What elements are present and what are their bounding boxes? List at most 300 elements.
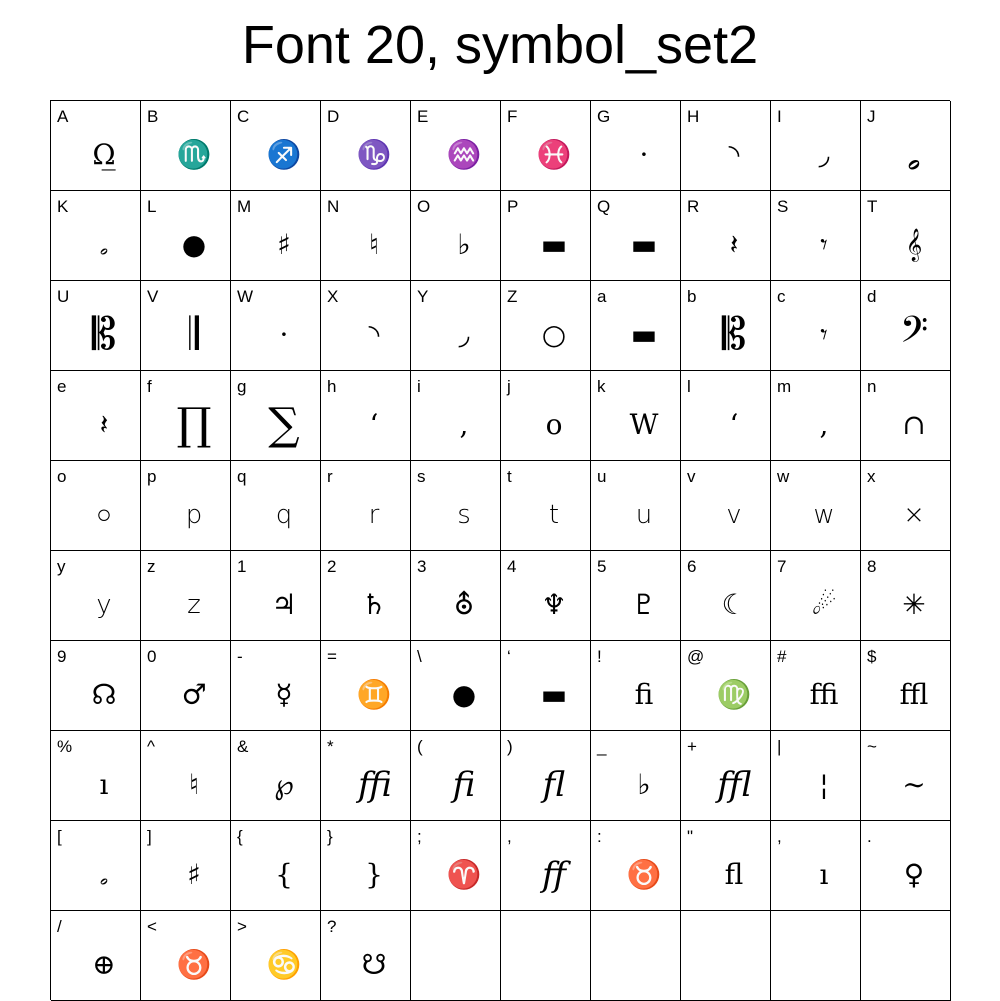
glyph-symbol — [701, 933, 767, 997]
glyph-cell — [51, 191, 141, 281]
glyph-key-label: k — [597, 377, 606, 396]
glyph-row — [51, 911, 951, 1001]
glyph-key-label: p — [147, 467, 157, 486]
glyph-symbol: 𝄂 — [189, 309, 199, 360]
glyph-symbol: ∩ — [902, 408, 926, 441]
glyph-cell — [591, 101, 681, 191]
glyph-symbol: ♋ — [266, 948, 302, 981]
glyph-key-label: ^ — [147, 737, 155, 756]
glyph-cell — [411, 281, 501, 371]
glyph-symbol: ∏ — [176, 399, 212, 450]
glyph-cell — [591, 191, 681, 281]
glyph-key-label: z — [147, 557, 156, 576]
glyph-symbol: ◝ — [728, 138, 740, 171]
glyph-symbol: ♑ — [356, 138, 392, 171]
glyph-symbol: u — [635, 500, 653, 530]
glyph-symbol: ﬀ — [541, 855, 567, 895]
glyph-symbol: r — [368, 500, 380, 530]
glyph-key-label: j — [507, 377, 511, 396]
glyph-key-label: n — [867, 377, 877, 396]
glyph-key-label: + — [687, 737, 697, 756]
glyph-key-label: ] — [147, 827, 152, 846]
page-title: Font 20, symbol_set2 — [241, 15, 759, 75]
glyph-cell — [861, 551, 951, 641]
glyph-symbol: ♃ — [271, 588, 297, 621]
glyph-cell — [231, 911, 321, 1001]
glyph-row — [51, 551, 951, 641]
glyph-key-label: 8 — [867, 557, 877, 576]
glyph-symbol: ♏ — [176, 138, 212, 171]
glyph-cell — [51, 551, 141, 641]
glyph-key-label: P — [507, 197, 519, 216]
glyph-key-label: F — [507, 107, 518, 126]
glyph-cell — [501, 641, 591, 731]
glyph-key-label: E — [417, 107, 429, 126]
glyph-symbol: ﬃ — [357, 765, 390, 805]
glyph-symbol: ♀ — [903, 858, 925, 891]
glyph-symbol — [881, 933, 947, 997]
glyph-row — [51, 641, 951, 731]
glyph-cell — [681, 281, 771, 371]
glyph-symbol: 𝅗 — [907, 129, 921, 180]
glyph-cell — [51, 461, 141, 551]
glyph-symbol: ‘ — [729, 408, 739, 441]
glyph-row — [51, 281, 951, 371]
glyph-cell — [771, 731, 861, 821]
glyph-symbol: ♯ — [277, 228, 291, 261]
glyph-symbol: ⛢ — [453, 588, 475, 621]
glyph-cell — [771, 821, 861, 911]
glyph-key-label: 2 — [327, 557, 337, 576]
glyph-cell — [591, 641, 681, 731]
glyph-key-label: / — [57, 917, 62, 936]
glyph-cell — [321, 821, 411, 911]
glyph-symbol: ♆ — [541, 588, 567, 621]
glyph-key-label: X — [327, 287, 339, 306]
glyph-cell — [141, 101, 231, 191]
glyph-cell — [141, 191, 231, 281]
glyph-symbol: w — [813, 500, 835, 530]
glyph-key-label: ? — [327, 917, 337, 936]
glyph-symbol: ♐ — [266, 138, 302, 171]
glyph-key-label: g — [237, 377, 247, 396]
glyph-row — [51, 101, 951, 191]
glyph-cell — [321, 551, 411, 641]
glyph-symbol: ﬃ — [809, 678, 839, 711]
glyph-cell — [861, 821, 951, 911]
glyph-key-label: J — [867, 107, 876, 126]
glyph-key-label: 3 — [417, 557, 427, 576]
glyph-symbol: ♇ — [631, 588, 657, 621]
glyph-key-label: f — [147, 377, 152, 396]
glyph-symbol: ﬁ — [634, 678, 654, 711]
glyph-key-label: & — [237, 737, 249, 756]
glyph-cell — [861, 461, 951, 551]
glyph-key-label: 1 — [237, 557, 247, 576]
glyph-cell — [141, 731, 231, 821]
glyph-key-label: Y — [417, 287, 429, 306]
glyph-cell — [501, 281, 591, 371]
glyph-symbol: 𝄽 — [99, 408, 109, 441]
glyph-symbol: , — [819, 408, 829, 441]
glyph-cell — [321, 191, 411, 281]
glyph-key-label: W — [237, 287, 254, 306]
glyph-key-label: Q — [597, 197, 611, 216]
glyph-symbol: } — [365, 858, 383, 891]
glyph-cell — [501, 551, 591, 641]
glyph-cell — [771, 281, 861, 371]
glyph-symbol: ☄ — [811, 588, 837, 621]
glyph-cell — [231, 101, 321, 191]
glyph-symbol: ☋ — [361, 948, 387, 981]
glyph-cell — [51, 281, 141, 371]
glyph-cell — [591, 911, 681, 1001]
glyph-cell — [861, 911, 951, 1001]
glyph-key-label: % — [57, 737, 73, 756]
glyph-cell — [231, 461, 321, 551]
glyph-cell — [141, 641, 231, 731]
glyph-cell — [231, 551, 321, 641]
glyph-symbol — [791, 933, 857, 997]
glyph-key-label: < — [147, 917, 157, 936]
glyph-cell — [591, 731, 681, 821]
glyph-cell — [591, 281, 681, 371]
glyph-key-label: u — [597, 467, 607, 486]
glyph-symbol: ♒ — [446, 138, 482, 171]
glyph-symbol: v — [726, 500, 742, 530]
glyph-cell — [231, 191, 321, 281]
glyph-key-label: D — [327, 107, 340, 126]
glyph-cell — [591, 371, 681, 461]
glyph-symbol: ✳ — [902, 588, 926, 621]
glyph-symbol: , — [459, 408, 469, 441]
glyph-symbol: 𝄡 — [721, 309, 747, 360]
glyph-key-label: O — [417, 197, 431, 216]
glyph-cell — [681, 641, 771, 731]
glyph-key-label: s — [417, 467, 426, 486]
glyph-cell — [591, 821, 681, 911]
glyph-cell — [681, 911, 771, 1001]
glyph-cell — [141, 461, 231, 551]
glyph-key-label: ; — [417, 827, 422, 846]
glyph-cell — [411, 101, 501, 191]
glyph-cell — [771, 191, 861, 281]
glyph-cell — [591, 551, 681, 641]
glyph-symbol: · — [639, 138, 649, 171]
glyph-cell — [861, 371, 951, 461]
glyph-key-label: 6 — [687, 557, 697, 576]
glyph-cell — [321, 461, 411, 551]
glyph-symbol: ▬ — [630, 228, 658, 261]
glyph-symbol: 𝄾 — [820, 318, 828, 351]
glyph-key-label: 5 — [597, 557, 607, 576]
glyph-cell — [231, 641, 321, 731]
glyph-cell — [411, 191, 501, 281]
glyph-cell — [321, 371, 411, 461]
glyph-symbol: y — [96, 590, 112, 620]
glyph-symbol: ▬ — [540, 678, 568, 711]
glyph-cell — [321, 281, 411, 371]
glyph-symbol: ♭ — [457, 228, 471, 261]
glyph-key-label: L — [147, 197, 157, 216]
glyph-key-label: U — [57, 287, 70, 306]
glyph-cell — [681, 191, 771, 281]
glyph-key-label: 9 — [57, 647, 67, 666]
glyph-key-label: | — [777, 737, 782, 756]
glyph-row — [51, 371, 951, 461]
glyph-symbol: ♄ — [361, 588, 387, 621]
glyph-key-label: c — [777, 287, 786, 306]
glyph-cell — [771, 551, 861, 641]
glyph-symbol: ı — [99, 768, 109, 801]
glyph-symbol: 𝅗 — [99, 228, 109, 261]
glyph-key-label: G — [597, 107, 611, 126]
glyph-symbol: ♯ — [187, 858, 201, 891]
glyph-key-label: ! — [597, 647, 602, 666]
glyph-key-label: I — [777, 107, 782, 126]
glyph-cell — [501, 821, 591, 911]
glyph-symbol: ♭ — [637, 768, 651, 801]
glyph-key-label: v — [687, 467, 696, 486]
glyph-symbol: o — [545, 408, 563, 441]
glyph-key-label: h — [327, 377, 337, 396]
glyph-symbol: ♈ — [446, 858, 482, 891]
glyph-symbol: ﬄ — [717, 765, 751, 805]
glyph-symbol: ♊ — [356, 678, 392, 711]
glyph-symbol: ﬂ — [724, 858, 744, 891]
glyph-key-label: t — [507, 467, 512, 486]
glyph-symbol — [521, 933, 587, 997]
glyph-key-label: Z — [507, 287, 518, 306]
glyph-cell — [861, 641, 951, 731]
glyph-cell — [141, 551, 231, 641]
glyph-symbol: s — [457, 500, 471, 530]
glyph-symbol: ♮ — [188, 768, 199, 801]
glyph-key-label: . — [867, 827, 872, 846]
glyph-table — [50, 100, 950, 1000]
glyph-key-label: ‘ — [507, 647, 511, 666]
glyph-symbol: ♉ — [176, 948, 212, 981]
glyph-key-label: _ — [597, 737, 607, 756]
glyph-row — [51, 461, 951, 551]
glyph-key-label: " — [687, 827, 694, 846]
glyph-cell — [591, 461, 681, 551]
glyph-symbol: ♓ — [536, 138, 572, 171]
glyph-symbol: z — [187, 590, 201, 620]
glyph-key-label: K — [57, 197, 69, 216]
glyph-symbol: 𝄾 — [820, 228, 828, 261]
glyph-symbol: ♍ — [716, 678, 752, 711]
glyph-symbol: ◝ — [368, 318, 380, 351]
glyph-key-label: A — [57, 107, 69, 126]
glyph-key-label: V — [147, 287, 159, 306]
glyph-cell — [141, 821, 231, 911]
glyph-key-label: > — [237, 917, 247, 936]
glyph-key-label: # — [777, 647, 787, 666]
glyph-key-label: 7 — [777, 557, 787, 576]
glyph-cell — [51, 101, 141, 191]
glyph-symbol: ¦ — [819, 768, 829, 801]
glyph-key-label: m — [777, 377, 792, 396]
glyph-key-label: [ — [57, 827, 62, 846]
glyph-key-label: * — [327, 737, 334, 756]
glyph-symbol: 𝄡 — [91, 309, 117, 360]
glyph-symbol: ▬ — [630, 318, 658, 351]
glyph-symbol: 𝄞 — [905, 228, 923, 261]
glyph-cell — [51, 911, 141, 1001]
glyph-cell — [141, 911, 231, 1001]
glyph-key-label: $ — [867, 647, 877, 666]
glyph-key-label: { — [237, 827, 243, 846]
glyph-symbol: ∑ — [268, 399, 300, 450]
glyph-cell — [501, 191, 591, 281]
glyph-key-label: N — [327, 197, 340, 216]
glyph-key-label: - — [237, 647, 243, 666]
glyph-symbol: ☊ — [91, 678, 117, 711]
glyph-key-label: , — [777, 827, 782, 846]
glyph-row — [51, 191, 951, 281]
glyph-row — [51, 731, 951, 821]
glyph-key-label: } — [327, 827, 333, 846]
glyph-cell — [411, 461, 501, 551]
glyph-key-label: l — [687, 377, 691, 396]
glyph-symbol: ☾ — [721, 588, 747, 621]
glyph-symbol: W — [629, 408, 659, 441]
glyph-key-label: w — [777, 467, 790, 486]
glyph-cell — [771, 101, 861, 191]
glyph-cell — [681, 731, 771, 821]
glyph-row — [51, 821, 951, 911]
glyph-key-label: = — [327, 647, 337, 666]
glyph-cell — [231, 821, 321, 911]
glyph-cell — [681, 101, 771, 191]
glyph-key-label: d — [867, 287, 877, 306]
glyph-key-label: x — [867, 467, 876, 486]
glyph-symbol: q — [275, 500, 293, 530]
glyph-symbol — [431, 933, 497, 997]
glyph-symbol: ☿ — [275, 678, 293, 711]
glyph-cell — [681, 461, 771, 551]
glyph-cell — [861, 731, 951, 821]
glyph-cell — [771, 371, 861, 461]
glyph-cell — [321, 911, 411, 1001]
glyph-key-label: , — [507, 827, 512, 846]
glyph-cell — [861, 101, 951, 191]
glyph-key-label: : — [597, 827, 602, 846]
glyph-symbol: 𝄽 — [729, 228, 739, 261]
glyph-symbol: 𝅗 — [99, 858, 109, 891]
glyph-symbol: ♉ — [626, 858, 662, 891]
glyph-cell — [411, 911, 501, 1001]
glyph-key-label: B — [147, 107, 159, 126]
glyph-cell — [321, 641, 411, 731]
glyph-key-label: e — [57, 377, 67, 396]
glyph-key-label: ( — [417, 737, 423, 756]
glyph-symbol: ﬄ — [899, 678, 929, 711]
glyph-symbol: ﬂ — [542, 765, 566, 805]
glyph-symbol: ‘ — [369, 408, 379, 441]
glyph-symbol: × — [903, 500, 925, 530]
glyph-symbol: ∼ — [902, 768, 926, 801]
glyph-key-label: ~ — [867, 737, 877, 756]
glyph-symbol: ○ — [541, 318, 567, 351]
glyph-cell — [141, 371, 231, 461]
glyph-key-label: H — [687, 107, 700, 126]
glyph-cell — [501, 731, 591, 821]
glyph-cell — [141, 281, 231, 371]
glyph-key-label: R — [687, 197, 700, 216]
glyph-symbol: p — [185, 500, 203, 530]
glyph-key-label: i — [417, 377, 421, 396]
glyph-cell — [51, 641, 141, 731]
glyph-cell — [321, 101, 411, 191]
glyph-key-label: b — [687, 287, 697, 306]
glyph-cell — [231, 281, 321, 371]
glyph-cell — [411, 731, 501, 821]
glyph-cell — [501, 911, 591, 1001]
glyph-key-label: a — [597, 287, 607, 306]
glyph-cell — [501, 461, 591, 551]
glyph-cell — [681, 821, 771, 911]
glyph-symbol: ⊕ — [92, 948, 116, 981]
glyph-symbol: Ω̲ — [92, 138, 116, 171]
glyph-key-label: S — [777, 197, 789, 216]
glyph-key-label: ) — [507, 737, 513, 756]
glyph-key-label: M — [237, 197, 252, 216]
glyph-symbol: ♮ — [368, 228, 379, 261]
glyph-symbol: ♂ — [181, 678, 207, 711]
glyph-cell — [861, 281, 951, 371]
glyph-symbol: ◞ — [458, 318, 470, 351]
glyph-cell — [861, 191, 951, 281]
glyph-key-label: 0 — [147, 647, 157, 666]
glyph-symbol: ▬ — [540, 228, 568, 261]
glyph-cell — [501, 101, 591, 191]
glyph-key-label: @ — [687, 647, 705, 666]
glyph-symbol — [611, 933, 677, 997]
glyph-cell — [321, 731, 411, 821]
glyph-cell — [411, 371, 501, 461]
glyph-key-label: y — [57, 557, 66, 576]
glyph-symbol: ○ — [96, 500, 112, 530]
glyph-cell — [771, 911, 861, 1001]
glyph-symbol: ◞ — [818, 138, 830, 171]
glyph-cell — [771, 641, 861, 731]
glyph-key-label: q — [237, 467, 247, 486]
glyph-key-label: r — [327, 467, 333, 486]
glyph-symbol: ℘ — [274, 768, 294, 801]
glyph-symbol: ● — [451, 678, 477, 711]
glyph-key-label: o — [57, 467, 67, 486]
glyph-cell — [51, 371, 141, 461]
glyph-key-label: 4 — [507, 557, 517, 576]
glyph-symbol: t — [548, 500, 560, 530]
glyph-symbol: · — [279, 318, 289, 351]
glyph-key-label: C — [237, 107, 250, 126]
glyph-key-label: \ — [417, 647, 422, 666]
glyph-cell — [771, 461, 861, 551]
glyph-symbol: ı — [819, 858, 829, 891]
glyph-symbol: 𝄢 — [899, 309, 929, 360]
glyph-symbol: ﬁ — [452, 765, 476, 805]
glyph-cell — [231, 731, 321, 821]
glyph-cell — [51, 821, 141, 911]
glyph-symbol: ● — [181, 228, 207, 261]
glyph-cell — [51, 731, 141, 821]
glyph-cell — [681, 371, 771, 461]
glyph-cell — [501, 371, 591, 461]
glyph-key-label: T — [867, 197, 878, 216]
